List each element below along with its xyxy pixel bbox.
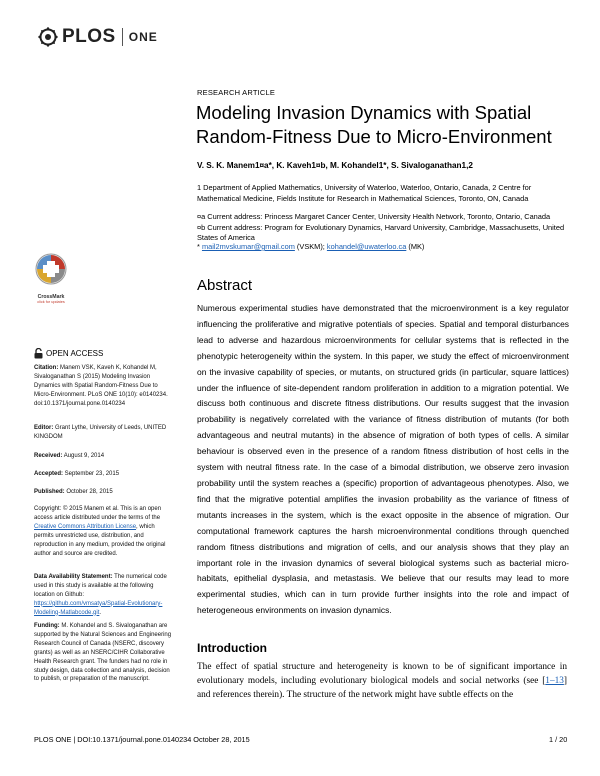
email-1-suffix: (VSKM); [294,242,327,251]
article-title: Modeling Invasion Dynamics with Spatial Random-Fitness Due to Micro-Environment [196,102,552,147]
received-date: August 9, 2014 [62,453,105,459]
github-link[interactable]: https://github.com/vmsatya/Spatial-Evolutionary-Modeling-Matlabcode.git [34,600,163,616]
open-access-label: OPEN ACCESS [46,349,104,358]
author-list: V. S. K. Manem1¤a*, K. Kaveh1¤b, M. Kohandel1*, S. Sivaloganathan1,2 [197,161,473,170]
data-availability-text: The numerical code used in this study is available at the following location on Github: [34,574,167,598]
published-block [34,488,174,497]
abstract-heading: Abstract [197,277,253,294]
introduction-text [197,660,567,702]
copyright-text-2: , which permits unrestricted use, distribution, and reproduction in any medium, provided the original author and source are credited. [34,523,166,557]
plos-one-logo [38,26,158,48]
journal-name: ONE [128,30,158,44]
current-addresses [197,212,569,244]
editor-text: Grant Lythe, University of Leeds, UNITED KINGDOM [34,425,167,440]
correspondence-emails [197,242,567,252]
article-type: RESEARCH ARTICLE [197,88,276,97]
received-block [34,452,174,461]
page-number: 1 / 20 [549,735,568,744]
email-2-suffix: (MK) [406,242,425,251]
funding-text: M. Kohandel and S. Sivaloganathan are supported by the Natural Sciences and Engineering Research Council of Canada (NSERC, discovery grants) as well as an NSERC/CIHR Collaborative Health Research grant. The funders had no role in study design, data collection and analysis, decision to publish, or preparation of the manuscript. [34,623,172,683]
citation-block [34,364,174,409]
logo-text: PLOS [62,26,116,47]
footer-citation: PLOS ONE | DOI:10.1371/journal.pone.0140234 October 28, 2015 [34,735,250,744]
copyright-block [34,505,174,558]
crossmark-label: CrossMark [37,294,65,300]
plos-logo-icon [38,27,58,47]
logo-divider [122,28,123,46]
email-link-vskm[interactable]: mail2mvskumar@gmail.com [201,242,295,251]
current-address-a: ¤a Current address: Princess Margaret Cancer Center, University Health Network, Toronto, Ontario, Canada [197,212,551,221]
intro-text-2: ] and references therein). The structure of the network might have subtle effects on the [197,676,567,700]
accepted-label: Accepted: [34,471,64,477]
open-lock-icon [34,348,43,359]
crossmark-sublabel: click for updates [37,300,65,304]
email-star: * [197,242,200,251]
published-date: October 28, 2015 [64,489,113,495]
introduction-heading: Introduction [197,641,267,655]
license-link[interactable]: Creative Commons Attribution License [34,523,137,530]
crossmark-icon [34,252,68,288]
accepted-block [34,470,174,479]
email-link-mk[interactable]: kohandel@uwaterloo.ca [326,242,407,251]
funding-label: Funding: [34,623,60,629]
data-availability-label: Data Availability Statement: [34,574,113,580]
published-label: Published: [34,489,65,495]
editor-block [34,424,174,442]
data-availability-block [34,573,174,618]
editor-label: Editor: [34,425,54,431]
open-access-badge [34,348,103,359]
funding-block [34,622,174,684]
copyright-text-1: Copyright: © 2015 Manem et al. This is an open access article distributed under the terms of the [34,506,162,521]
affiliations: 1 Department of Applied Mathematics, University of Waterloo, Waterloo, Ontario, Canada, 2 Centre for Mathematical Medicine, Fields Institute for Research in Mathematical Sciences, Toronto, ON, Canada [197,183,532,203]
intro-text-1: The effect of spatial structure and heterogeneity is known to be of significant importance in evolutionary models, including evolutionary biological models and social networks (see [ [197,662,567,686]
citation-label: Citation: [34,365,59,371]
intro-reference-link[interactable]: 1–13 [545,676,564,686]
crossmark-badge[interactable] [33,252,69,304]
received-label: Received: [34,453,63,459]
data-availability-end: . [99,609,102,616]
citation-text: Manem VSK, Kaveh K, Kohandel M, Sivaloganathan S (2015) Modeling Invasion Dynamics with Spatial Random-Fitness Due to Micro-Environment. PLoS ONE 10(10): e0140234. doi:10.1371/journal.pone.0140234 [34,365,168,407]
current-address-b: ¤b Current address: Program for Evolutionary Dynamics, Harvard University, Cambridge, Massachusetts, United States of America [197,222,565,242]
abstract-text: Numerous experimental studies have demonstrated that the microenvironment is a key regulator influencing the proliferative and migrative potentials of species. Spatial and temporal disturbances lead to adverse and hazardous microenvironments for cellular systems that is reflected in the phenotypic heterogeneity within the system. In this paper, we study the effect of microenvironment on the invasive capability of species, or mutants, on structured grids (in particular, square lattices) under the influence of site-dependent random proliferation in addition to a migration potential. We discuss both continuous and discrete fitness distributions. Our results suggest that the invasion probability is negatively correlated with the variance of fitness distribution of mutants (for both advantageous and neutral mutants) in the absence of migration of both types of cells. A similar behaviour is observed even in the presence of a random fitness distribution of host cells in the system with neutral fitness rate. In the case of a bimodal distribution, we observe zero invasion probability until the system reaches a (specific) proportion of advantageous phenotypes. Also, we find that the migrative potential amplifies the invasion probability as the variance of fitness of mutants increases in the system, which is the exact opposite in the absence of migration. Our computational framework captures the harsh microenvironmental conditions through quenched random fitness distributions and migration of cells, and our analysis shows that they play an important role in the invasion dynamics of several biological systems such as bacterial micro-habitats, epithelial dysplasia, and metastasis. We believe that our results may lead to more experimental studies, which can in turn provide further insights into the role and impact of heterogeneous environments on invasion dynamics. [197,303,569,616]
accepted-date: September 23, 2015 [63,471,120,477]
